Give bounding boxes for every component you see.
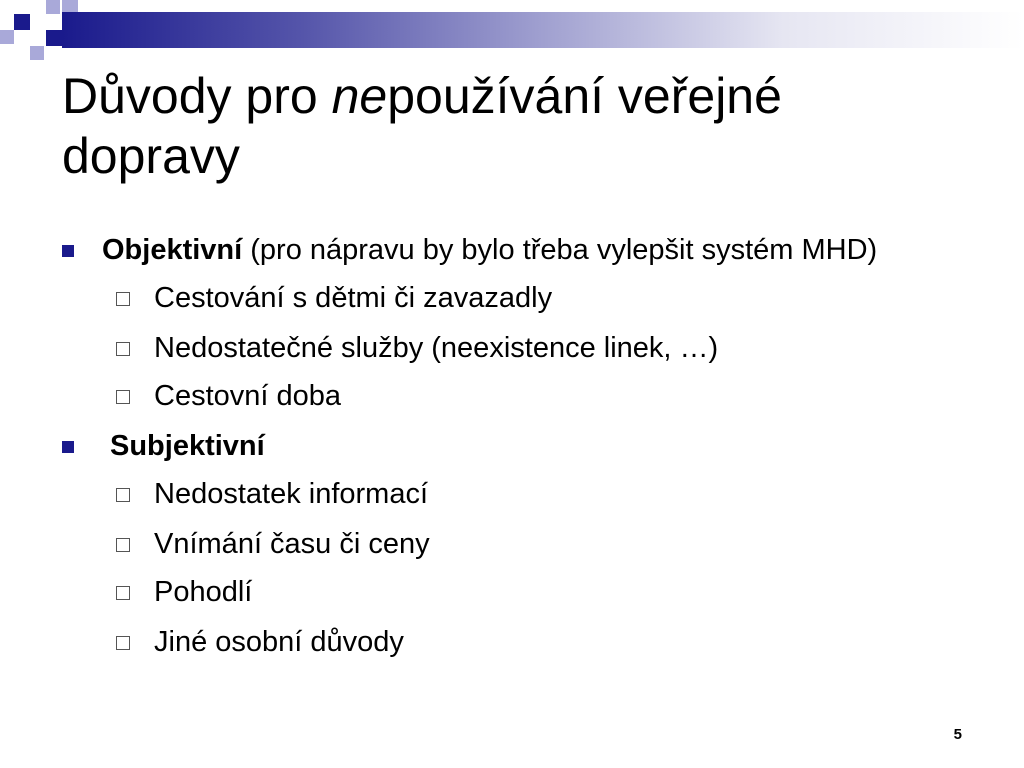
square-bullet-icon (62, 245, 74, 257)
hollow-square-bullet-icon (116, 586, 130, 600)
square-bullet-icon (62, 441, 74, 453)
hollow-square-bullet-icon (116, 488, 130, 502)
hollow-square-bullet-icon (116, 292, 130, 306)
header-gradient-bar (62, 12, 1024, 48)
slide-title: Důvody pro nepoužívání veřejné dopravy (62, 68, 782, 184)
hollow-square-bullet-icon (116, 636, 130, 650)
hollow-square-bullet-icon (116, 538, 130, 552)
slide: Důvody pro nepoužívání veřejné dopravy Objektivní (pro nápravu by bylo třeba vylepšit systém MHD) Cestování s dětmi či zavazadly Nedostatečné služby (neexistence linek, …) Cestovní doba Subjektivní Nedostatek informací Vnímání času či ceny Pohodlí Jiné osobní důvody 5 (0, 0, 1024, 768)
section-note: (pro nápravu by bylo třeba vylepšit systém MHD) (242, 234, 878, 266)
hollow-square-bullet-icon (116, 342, 130, 356)
section-heading: Subjektivní (110, 430, 265, 462)
page-number: 5 (953, 726, 962, 743)
hollow-square-bullet-icon (116, 390, 130, 404)
section-heading: Objektivní (102, 234, 243, 266)
